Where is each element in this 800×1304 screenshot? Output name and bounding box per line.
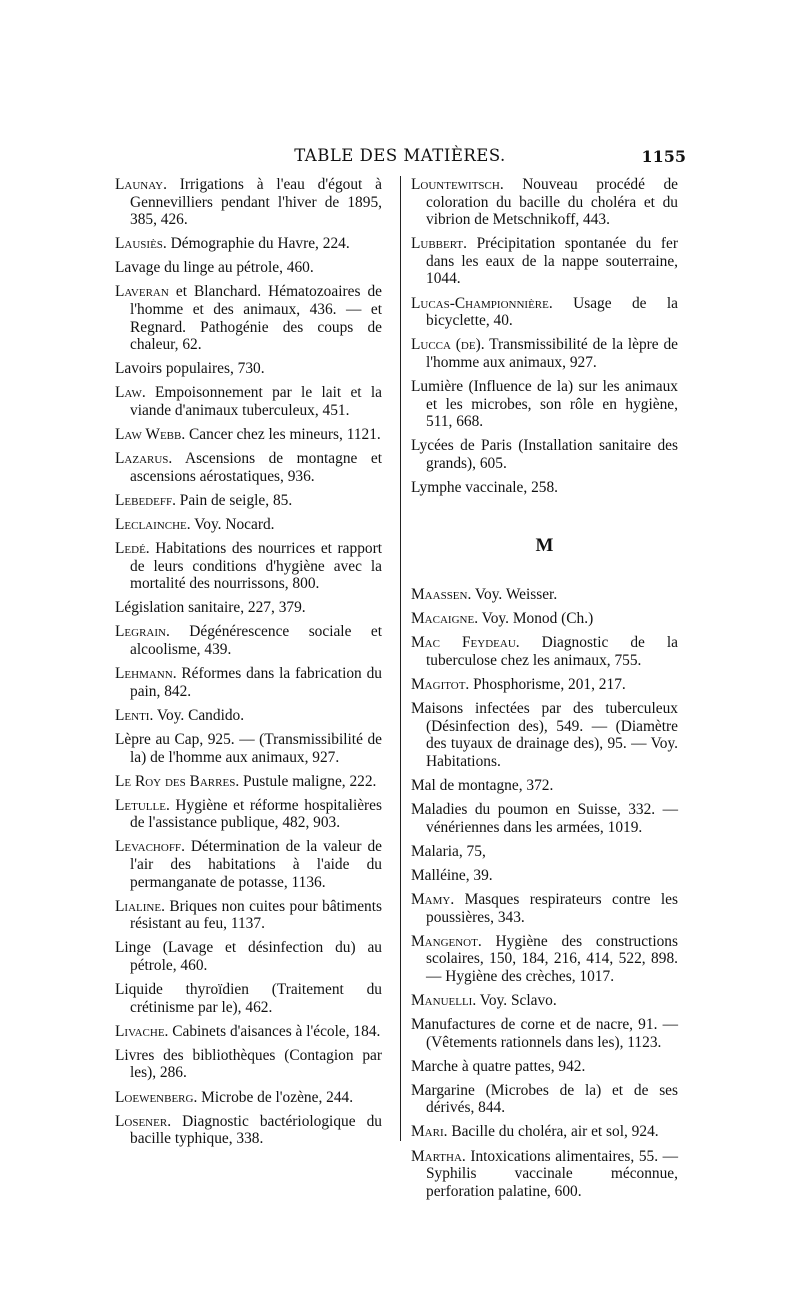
entry-author-name: Lazarus xyxy=(115,450,169,468)
index-entry xyxy=(115,838,382,891)
index-entry xyxy=(115,623,382,658)
entry-author-name: Lountewitsch xyxy=(411,176,500,193)
entry-author-name: Laveran xyxy=(115,283,169,301)
entry-text: Législation sanitaire, 227, 379. xyxy=(115,599,306,617)
entry-text: Malaria, 75, xyxy=(411,842,486,860)
entry-text: . Démographie du Havre, 224. xyxy=(162,235,350,253)
running-head xyxy=(114,146,686,172)
index-entry xyxy=(411,891,678,926)
entry-text: . Irrigations à l'eau d'égout à Gennevilliers pendant l'hiver de 1895, 385, 426. xyxy=(130,176,382,229)
index-entry xyxy=(115,360,382,378)
index-entry xyxy=(115,1113,382,1148)
index-entry xyxy=(115,1047,382,1082)
entry-text: . Cancer chez les mineurs, 1121. xyxy=(181,426,381,444)
entry-text: . Dégénérescence sociale et alcoolisme, 439. xyxy=(130,623,382,659)
entry-author-name: Levachoff xyxy=(115,838,182,856)
entry-author-name: Legrain xyxy=(115,623,166,641)
entry-author-name: Lubbert xyxy=(411,235,464,253)
column-divider xyxy=(400,176,401,1141)
entry-author-name: Launay xyxy=(115,176,164,193)
index-entry xyxy=(411,479,678,497)
entry-text: Lavage du linge au pétrole, 460. xyxy=(115,259,314,277)
entry-author-name: Lenti xyxy=(115,706,150,724)
entry-text: . Hygiène et réforme hospitalières de l'assistance publique, 482, 903. xyxy=(130,796,382,832)
index-entry xyxy=(411,1058,678,1076)
index-entry xyxy=(411,378,678,431)
entry-author-name: Manuelli xyxy=(411,991,473,1009)
index-entry xyxy=(115,450,382,485)
index-entry xyxy=(115,731,382,766)
entry-author-name: Livache xyxy=(115,1022,165,1040)
index-entry xyxy=(411,1016,678,1051)
entry-text: Livres des bibliothèques (Contagion par les), 286. xyxy=(115,1046,382,1082)
entry-text: Lavoirs populaires, 730. xyxy=(115,360,265,378)
entry-text: . Diagnostic de la tuberculose chez les animaux, 755. xyxy=(426,634,678,669)
entry-text: . Voy. Sclavo. xyxy=(472,991,557,1009)
index-entry xyxy=(411,843,678,861)
entry-text: . Voy. Nocard. xyxy=(186,516,275,533)
entry-text: Liquide thyroïdien (Traitement du crétinisme par le), 462. xyxy=(115,981,382,1016)
entry-text: Maisons infectées par des tuberculeux (Désinfection des), 549. — (Diamètre des tuyaux de drainage des), 95. — Voy. Habitations. xyxy=(411,700,678,770)
entry-text: . Diagnostic bactériologique du bacille typhique, 338. xyxy=(130,1112,382,1148)
index-entry xyxy=(115,981,382,1016)
entry-author-name: Mamy xyxy=(411,890,451,908)
index-entry xyxy=(411,676,678,694)
entry-text: Manufactures de corne et de nacre, 91. — (Vêtements rationnels dans les), 1123. xyxy=(411,1015,678,1051)
section-letter-heading: M xyxy=(535,534,554,556)
entry-author-name: Law Webb xyxy=(115,426,182,444)
entry-text: Malléine, 39. xyxy=(411,866,493,884)
entry-author-name: Law xyxy=(115,384,142,402)
entry-author-name: Letulle xyxy=(115,796,166,814)
entry-author-name: Lebedeff xyxy=(115,491,173,509)
index-entry xyxy=(115,259,382,277)
entry-author-name: Mari xyxy=(411,1123,444,1141)
index-entry xyxy=(115,773,382,791)
index-entry xyxy=(115,176,382,229)
entry-text: . Voy. Candido. xyxy=(149,706,245,724)
entry-text: . Briques non cuites pour bâtiments résistant au feu, 1137. xyxy=(130,897,382,933)
entry-text: . Voy. Weisser. xyxy=(467,586,558,604)
entry-text: . Intoxications alimentaires, 55. — Syphilis vaccinale méconnue, perforation palatine, 600. xyxy=(426,1147,678,1200)
entry-text: Lymphe vaccinale, 258. xyxy=(411,478,559,496)
entry-author-name: Lialine xyxy=(115,897,162,915)
index-entry xyxy=(411,295,678,330)
entry-text: Lycées de Paris (Installation sanitaire des grands), 605. xyxy=(411,437,678,472)
left-column xyxy=(115,176,382,1154)
index-entry xyxy=(115,492,382,510)
entry-author-name: Lucas-Championnière xyxy=(411,294,549,312)
entry-author-name: Lehmann xyxy=(115,665,173,683)
entry-author-name: Ledé xyxy=(115,540,146,558)
index-entry xyxy=(411,437,678,472)
entry-text: Mal de montagne, 372. xyxy=(411,776,554,794)
index-entry xyxy=(411,610,678,628)
entry-author-name: Mangenot xyxy=(411,932,478,950)
entry-text: Linge (Lavage et désinfection du) au pétrole, 460. xyxy=(115,939,382,974)
entry-author-name: Lausiès xyxy=(115,235,163,253)
entry-text: . Empoisonnement par le lait et la viande d'animaux tuberculeux, 451. xyxy=(130,384,382,420)
entry-text: . Phosphorisme, 201, 217. xyxy=(465,675,626,693)
entry-text: Lumière (Influence de la) sur les animaux et les microbes, son rôle en hygiène, 511, 668. xyxy=(411,377,678,431)
index-entry xyxy=(411,1123,678,1141)
entry-text: . Transmissibilité de la lèpre de l'homme aux animaux, 927. xyxy=(426,336,678,371)
entry-text: . Masques respirateurs contre les poussières, 343. xyxy=(426,890,678,926)
entry-text: . Pain de seigle, 85. xyxy=(172,491,293,509)
entry-text: . Ascensions de montagne et ascensions aérostatiques, 936. xyxy=(130,450,382,485)
index-entry xyxy=(411,176,678,229)
index-entry xyxy=(115,707,382,725)
entry-text: . Habitations des nourrices et rapport de leurs conditions d'hygiène avec la mortalité des nourrissons, 800. xyxy=(130,540,382,593)
index-entry xyxy=(411,235,678,288)
index-entry xyxy=(115,1089,382,1107)
entry-text: . Détermination de la valeur de l'air des habitations à l'aide du permanganate de potasse, 1136. xyxy=(130,838,382,891)
entry-text: . Bacille du choléra, air et sol, 924. xyxy=(443,1123,659,1141)
entry-text: . Hygiène des constructions scolaires, 150, 184, 216, 414, 522, 898. — Hygiène des crèches, 1017. xyxy=(426,932,678,985)
index-entry xyxy=(411,777,678,795)
index-entry xyxy=(411,1148,678,1201)
index-entry xyxy=(115,599,382,617)
entry-text: Marche à quatre pattes, 942. xyxy=(411,1057,586,1075)
index-entry xyxy=(411,933,678,986)
index-entry xyxy=(411,700,678,770)
index-entry xyxy=(411,867,678,885)
index-entry xyxy=(115,426,382,444)
entry-author-name: Macaigne xyxy=(411,610,475,628)
entry-text: . Cabinets d'aisances à l'école, 184. xyxy=(164,1022,381,1040)
entry-text: . Pustule maligne, 222. xyxy=(235,772,377,790)
entry-text: Margarine (Microbes de la) et de ses dérivés, 844. xyxy=(411,1081,678,1117)
index-entry xyxy=(115,384,382,419)
entry-text: Maladies du poumon en Suisse, 332. — vénériennes dans les armées, 1019. xyxy=(411,801,678,836)
entry-text: et Blanchard. Hématozoaires de l'homme et des animaux, 436. — et Regnard. Pathogénie des coups de chaleur, 62. xyxy=(130,283,382,354)
index-entry xyxy=(115,540,382,593)
right-column xyxy=(411,176,678,1207)
index-entry xyxy=(411,586,678,604)
entry-author-name: Losener xyxy=(115,1112,168,1130)
entry-author-name: Magitot xyxy=(411,675,466,693)
entry-author-name: Loewenberg xyxy=(115,1088,194,1106)
index-entry xyxy=(115,939,382,974)
page-title: TABLE DES MATIÈRES. xyxy=(294,146,506,165)
index-entry xyxy=(411,992,678,1010)
page-number: 1155 xyxy=(641,147,686,166)
index-entry xyxy=(411,336,678,371)
index-entry xyxy=(115,1023,382,1041)
entry-text: . Usage de la bicyclette, 40. xyxy=(426,294,678,330)
entry-author-name: Leclainche xyxy=(115,516,187,533)
entry-author-name: Martha xyxy=(411,1147,462,1165)
index-entry xyxy=(115,797,382,832)
index-entry xyxy=(411,801,678,836)
entry-text: Lèpre au Cap, 925. — (Transmissibilité de la) de l'homme aux animaux, 927. xyxy=(115,730,382,766)
index-entry xyxy=(115,235,382,253)
index-entry xyxy=(411,1082,678,1117)
index-entry xyxy=(115,283,382,353)
entry-text: . Précipitation spontanée du fer dans les eaux de la nappe souterraine, 1044. xyxy=(426,235,678,288)
right-column-m-entries xyxy=(411,586,678,1200)
right-column-l-entries xyxy=(411,176,678,497)
entry-author-name: Maassen xyxy=(411,586,468,604)
index-entry xyxy=(115,516,382,534)
entry-text: . Réformes dans la fabrication du pain, 842. xyxy=(130,665,382,700)
entry-text: . Voy. Monod (Ch.) xyxy=(474,610,594,628)
entry-author-name: Mac Feydeau xyxy=(411,634,516,652)
index-entry xyxy=(115,665,382,700)
entry-author-name: Lucca (de) xyxy=(411,336,481,354)
index-entry xyxy=(115,898,382,933)
index-entry xyxy=(411,634,678,669)
entry-author-name: Le Roy des Barres xyxy=(115,772,236,790)
entry-text: . Microbe de l'ozène, 244. xyxy=(193,1088,354,1106)
entry-text: . Nouveau procédé de coloration du bacille du choléra et du vibrion de Metschnikoff, 443. xyxy=(426,176,678,229)
